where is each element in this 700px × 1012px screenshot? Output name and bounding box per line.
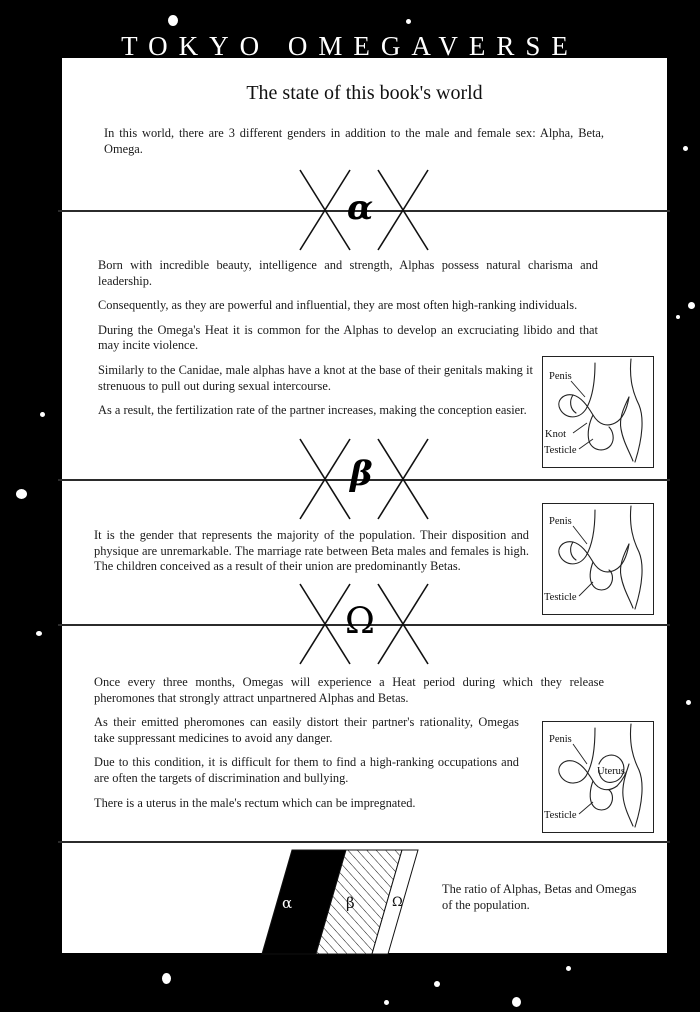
speckle-dot bbox=[36, 631, 42, 636]
omega-paragraph-1: Once every three months, Omegas will experience a Heat period during which they release pheromones that strongly attract unpartnered Alphas and Betas. bbox=[94, 675, 604, 705]
beta-label-testicle: Testicle bbox=[544, 592, 577, 603]
speckle-dot bbox=[683, 146, 688, 151]
alpha-description bbox=[98, 258, 598, 419]
speckle-dot bbox=[434, 981, 440, 987]
page-title: The state of this book's world bbox=[246, 82, 483, 104]
masthead-title: TOKYO OMEGAVERSE bbox=[121, 31, 579, 61]
chart-label-omega: Ω bbox=[392, 895, 403, 910]
speckle-dot bbox=[40, 412, 45, 417]
chart-label-alpha: α bbox=[282, 894, 293, 912]
alpha-glyph: α bbox=[347, 188, 374, 228]
manga-info-page bbox=[62, 58, 667, 953]
omega-paragraph-2: As their emitted pheromones can easily distort their partner's rationality, Omegas take suppressant medicines to avoid any danger. bbox=[94, 715, 519, 745]
omega-anatomy-figure bbox=[542, 721, 654, 833]
alpha-label-testicle: Testicle bbox=[544, 445, 577, 456]
population-ratio-chart bbox=[242, 848, 442, 963]
omega-paragraph-3: Due to this condition, it is difficult for them to find a high-ranking occupations and are often the targets of discrimination and bullying. bbox=[94, 755, 519, 785]
speckle-dot bbox=[406, 19, 411, 24]
section-rule-chart bbox=[58, 841, 670, 843]
section-rule-alpha bbox=[58, 210, 670, 212]
speckle-dot bbox=[676, 315, 680, 319]
beta-paragraph-1: It is the gender that represents the majority of the population. Their disposition and physique are unremarkable. The marriage rate between Beta males and females is high. The children conceived as a result of their union are predominantly Betas. bbox=[94, 528, 529, 574]
beta-description bbox=[94, 528, 529, 575]
intro-paragraph bbox=[104, 126, 604, 157]
alpha-paragraph-5: As a result, the fertilization rate of the partner increases, making the conception easier. bbox=[98, 403, 527, 418]
omega-label-penis: Penis bbox=[549, 734, 572, 745]
omega-glyph: Ω bbox=[345, 601, 375, 642]
omega-description bbox=[94, 675, 604, 811]
alpha-paragraph-1: Born with incredible beauty, intelligence and strength, Alphas possess natural charisma and leadership. bbox=[98, 258, 598, 288]
speckle-dot bbox=[168, 15, 178, 26]
beta-glyph: β bbox=[350, 454, 373, 494]
speckle-dot bbox=[686, 700, 691, 705]
speckle-dot bbox=[566, 966, 571, 971]
section-rule-beta bbox=[58, 479, 670, 481]
ratio-chart-caption: The ratio of Alphas, Betas and Omegas of the population. bbox=[442, 882, 637, 912]
chart-label-beta: β bbox=[346, 894, 355, 912]
intro-text: In this world, there are 3 different genders in addition to the male and female sex: Alpha, Beta, Omega. bbox=[104, 126, 604, 156]
speckle-dot bbox=[384, 1000, 389, 1005]
speckle-dot bbox=[162, 973, 171, 984]
alpha-paragraph-2: Consequently, as they are powerful and influential, they are most often high-ranking individuals. bbox=[98, 298, 578, 313]
omega-label-testicle: Testicle bbox=[544, 810, 577, 821]
omega-label-uterus: Uterus bbox=[597, 766, 625, 777]
speckle-dot bbox=[512, 997, 521, 1007]
alpha-paragraph-4: Similarly to the Canidae, male alphas have a knot at the base of their genitals making it strenuous to pull out during sexual intercourse. bbox=[98, 362, 533, 393]
speckle-dot bbox=[688, 302, 695, 309]
alpha-label-penis: Penis bbox=[549, 371, 572, 382]
beta-label-penis: Penis bbox=[549, 516, 572, 527]
beta-anatomy-figure bbox=[542, 503, 654, 615]
alpha-anatomy-figure bbox=[542, 356, 654, 468]
speckle-dot bbox=[16, 489, 27, 499]
alpha-label-knot: Knot bbox=[545, 429, 566, 440]
section-rule-omega bbox=[58, 624, 670, 626]
omega-paragraph-4: There is a uterus in the male's rectum which can be impregnated. bbox=[94, 795, 416, 810]
alpha-paragraph-3: During the Omega's Heat it is common for the Alphas to develop an excruciating libido and that may incite violence. bbox=[98, 322, 598, 353]
